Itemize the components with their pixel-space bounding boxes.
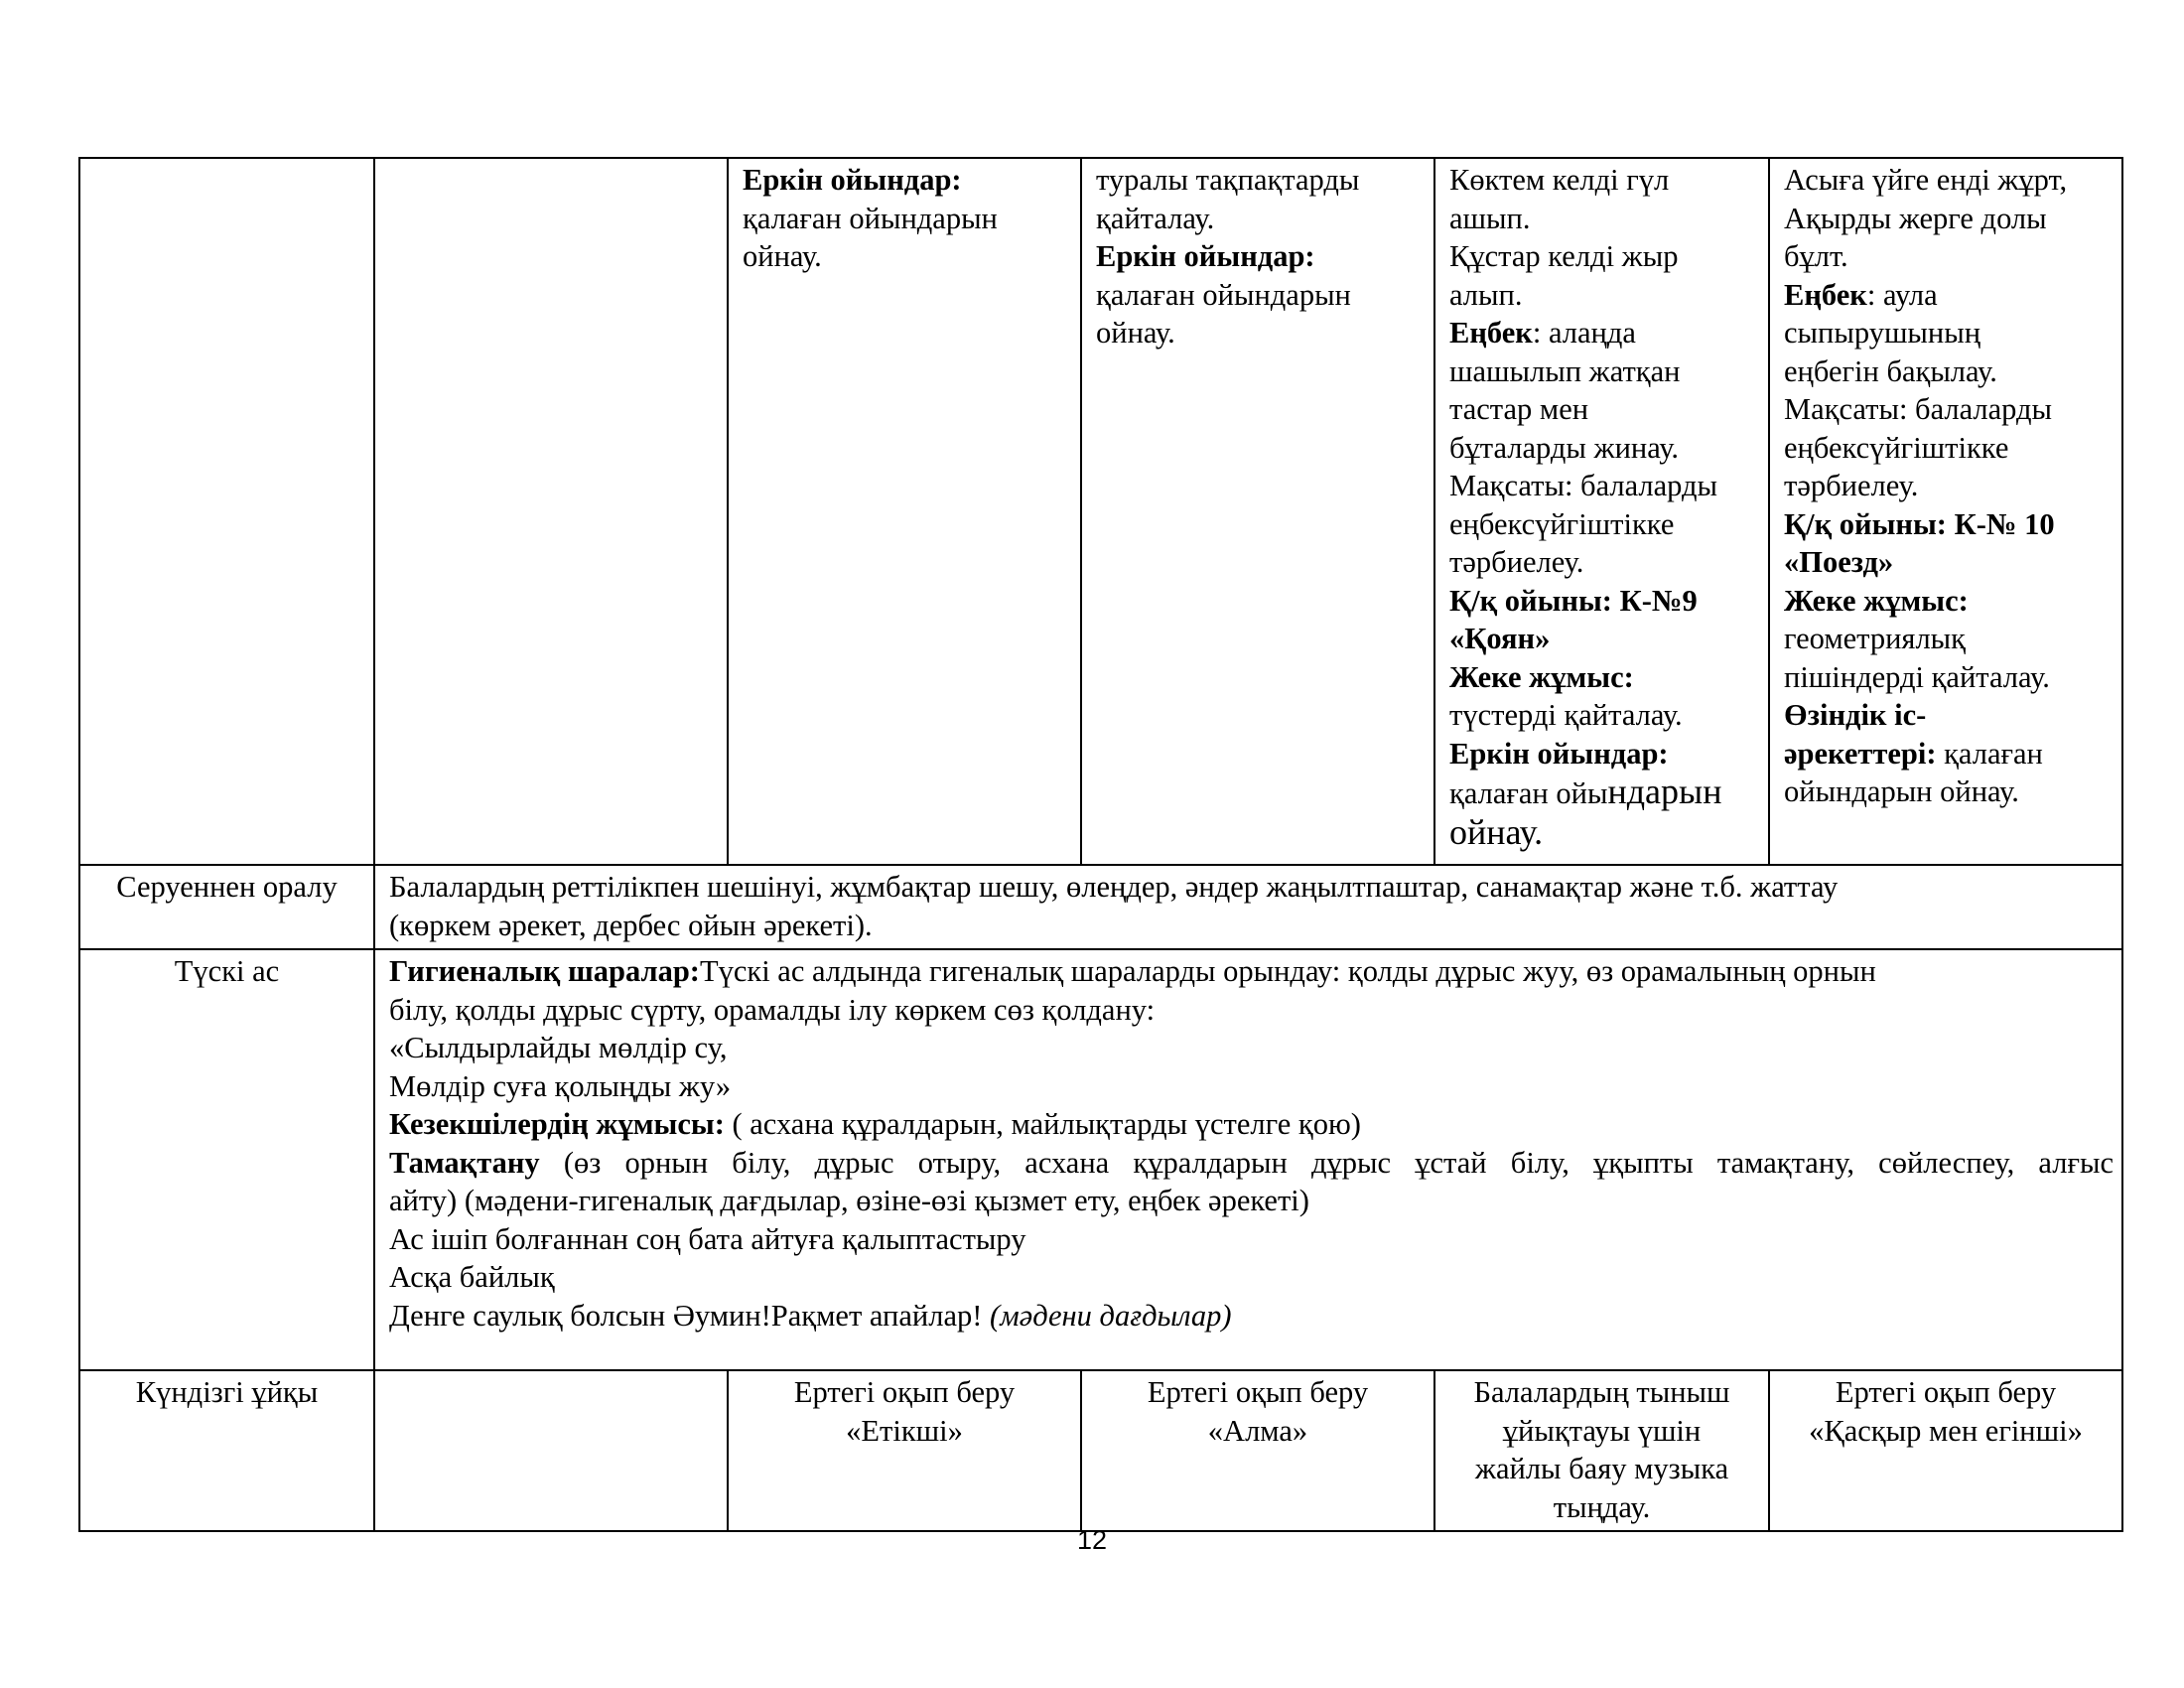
nap-row-monday-cell xyxy=(374,1370,728,1531)
lunch-line-10 xyxy=(389,1297,2114,1336)
cell-text-line: Ертегі оқып беру xyxy=(793,1375,1016,1409)
duty-text: ( асхана құралдарын, майлықтарды үстелге қою) xyxy=(724,1107,1361,1141)
cell-text-line xyxy=(1449,773,1760,813)
lunch-line-9: Асқа байлық xyxy=(389,1260,555,1294)
hygiene-line xyxy=(389,952,2114,991)
walk-row-wednesday-cell xyxy=(1081,158,1434,865)
cell-text-line: Жеке жұмыс: xyxy=(1784,583,1969,618)
text-segment: әрекеттері: xyxy=(1784,736,1937,771)
cell-text-line: қалаған ойындарын xyxy=(1096,277,1351,312)
eating-line xyxy=(389,1144,2114,1183)
cell-text-line: түстерді қайталау. xyxy=(1449,698,1683,732)
cell-text-line: алып. xyxy=(1449,277,1523,312)
cell-text-line: еңбексүйгіштікке xyxy=(1784,430,2009,465)
cell-text-line: Ертегі оқып беру xyxy=(1835,1375,2057,1409)
cell-text-line: Ақырды жерге долы xyxy=(1784,201,2047,235)
cell-text-line: «Етікші» xyxy=(846,1413,963,1448)
nap-row-tuesday-cell xyxy=(728,1370,1081,1531)
cell-text-line: Қ/қ ойыны: К-№9 xyxy=(1449,583,1698,618)
thanks-text: Денге саулық болсын Әумин!Рақмет апайлар! xyxy=(389,1298,991,1333)
cell-text-line: бұталарды жинау. xyxy=(1449,430,1680,465)
page-number: 12 xyxy=(1076,1525,1108,1555)
cell-text-line: ұйықтауы үшін xyxy=(1502,1413,1702,1448)
cell-text-line: Жеке жұмыс: xyxy=(1449,659,1634,694)
text-segment: қалаған ойы xyxy=(1449,776,1608,810)
text-segment: Еңбек xyxy=(1784,277,1867,312)
cell-text-line: ойнау. xyxy=(1449,811,1544,852)
cell-text-line: Еркін ойындар: xyxy=(743,163,962,197)
nap-row-thursday-cell xyxy=(1434,1370,1769,1531)
cell-text-line: туралы тақпақтарды xyxy=(1096,163,1360,197)
poem-line-1: «Сылдырлайды мөлдір су, xyxy=(389,1031,728,1064)
eating-title: Тамақтану xyxy=(389,1145,540,1180)
cell-text-line: Қ/қ ойыны: К-№ 10 xyxy=(1784,506,2055,541)
text-segment: : алаңда xyxy=(1532,316,1636,350)
eating-text: (өз орнын білу, дұрыс отыру, асхана құралдарын дұрыс ұстай білу, ұқыпты тамақтану, сөйлеспеу, алғыс xyxy=(539,1145,2114,1180)
cell-text-line: қайталау. xyxy=(1096,201,1215,235)
walk-row-friday-cell xyxy=(1769,158,2122,865)
walk-row-thursday-cell xyxy=(1434,158,1769,865)
nap-row-wednesday-cell xyxy=(1081,1370,1434,1531)
cell-text-line: Құстар келді жыр xyxy=(1449,239,1679,273)
text-segment: Еңбек xyxy=(1449,316,1533,350)
schedule-table xyxy=(78,157,2123,1532)
nap-row xyxy=(79,1370,2122,1531)
cell-text-line: Мақсаты: балаларды xyxy=(1449,469,1718,502)
cell-text-line: Мақсаты: балаларды xyxy=(1784,392,2053,426)
cell-text-line: бұлт. xyxy=(1784,239,1848,273)
cell-text-line: ойындарын ойнау. xyxy=(1784,774,2019,808)
cell-text-line xyxy=(1449,314,1760,352)
walk-row-tuesday-cell xyxy=(728,158,1081,865)
cell-text-line: «Қоян» xyxy=(1449,622,1551,655)
thanks-note: (мәдени дағдылар) xyxy=(990,1298,1232,1333)
cell-text-line: еңбексүйгіштікке xyxy=(1449,506,1675,541)
lunch-row xyxy=(79,949,2122,1370)
return-line-2: (көркем әрекет, дербес ойын әрекеті). xyxy=(389,908,873,942)
cell-text-line: тәрбиелеу. xyxy=(1784,469,1919,502)
cell-text-line: қалаған ойындарын xyxy=(743,201,998,235)
cell-text-line: «Алма» xyxy=(1207,1413,1308,1448)
cell-text-line: шашылып жатқан xyxy=(1449,353,1681,388)
cell-text-line: «Қасқыр мен егінші» xyxy=(1809,1413,2083,1448)
duty-title: Кезекшілердің жұмысы: xyxy=(389,1107,725,1141)
return-line-1: Балалардың реттілікпен шешінуі, жұмбақтар шешу, өлеңдер, әндер жаңылтпаштар, санамақтар және т.б. жаттау xyxy=(389,870,1839,904)
hygiene-text: Түскі ас алдында гигеналық шараларды орындау: қолды дұрыс жуу, өз орамалының орнын xyxy=(699,954,1876,988)
cell-text-line: Көктем келді гүл xyxy=(1449,163,1670,197)
duty-line xyxy=(389,1105,2114,1144)
nap-row-friday-cell xyxy=(1769,1370,2122,1531)
lunch-row-content xyxy=(374,949,2122,1370)
poem-line-2: Мөлдір суға қолыңды жу» xyxy=(389,1068,732,1103)
return-row xyxy=(79,865,2122,949)
cell-text-line: ойнау. xyxy=(1096,316,1175,350)
cell-text-line: геометриялық xyxy=(1784,622,1966,655)
cell-text-line: жайлы баяу музыка xyxy=(1474,1452,1729,1485)
cell-text-line: еңбегін бақылау. xyxy=(1784,353,1997,388)
text-segment: қалаған xyxy=(1936,736,2043,771)
cell-text-line: Еркін ойындар: xyxy=(1096,239,1315,273)
cell-text-line: Ертегі оқып беру xyxy=(1147,1375,1369,1409)
cell-text-line: Асыға үйге енді жұрт, xyxy=(1784,163,2068,197)
cell-text-line: «Поезд» xyxy=(1784,545,1894,579)
text-segment: : аула xyxy=(1866,277,1938,312)
walk-row-label-cell xyxy=(79,158,374,865)
nap-row-label: Күндізгі ұйқы xyxy=(79,1370,374,1531)
lunch-line-7: айту) (мәдени-гигеналық дағдылар, өзіне-өзі қызмет ету, еңбек әрекеті) xyxy=(389,1184,1309,1217)
lunch-row-label: Түскі ас xyxy=(79,949,374,1370)
cell-text-line xyxy=(1784,735,2114,774)
hygiene-title: Гигиеналық шаралар: xyxy=(389,954,700,988)
cell-text-line: Еркін ойындар: xyxy=(1449,736,1669,771)
cell-text-line: Өзіндік іс- xyxy=(1784,698,1927,732)
text-segment: ндарын xyxy=(1607,772,1722,811)
return-row-content xyxy=(374,865,2122,949)
cell-text-line: тәрбиелеу. xyxy=(1449,545,1584,579)
cell-text-line: тастар мен xyxy=(1449,392,1589,426)
cell-text-line: тыңдау. xyxy=(1553,1489,1651,1524)
cell-text-line xyxy=(1784,276,2114,315)
cell-text-line: Балалардың тыныш xyxy=(1473,1375,1730,1409)
walk-row xyxy=(79,158,2122,865)
cell-text-line: ашып. xyxy=(1449,201,1531,235)
cell-text-line: ойнау. xyxy=(743,239,822,273)
lunch-line-2: білу, қолды дұрыс сүрту, орамалды ілу көркем сөз қолдану: xyxy=(389,992,1156,1027)
lunch-line-8: Ас ішіп болғаннан соң бата айтуға қалыптастыру xyxy=(389,1221,1026,1256)
walk-row-monday-cell xyxy=(374,158,728,865)
cell-text-line: пішіндерді қайталау. xyxy=(1784,659,2050,694)
return-row-label: Серуеннен оралу xyxy=(79,865,374,949)
cell-text-line: сыпырушының xyxy=(1784,316,1981,350)
